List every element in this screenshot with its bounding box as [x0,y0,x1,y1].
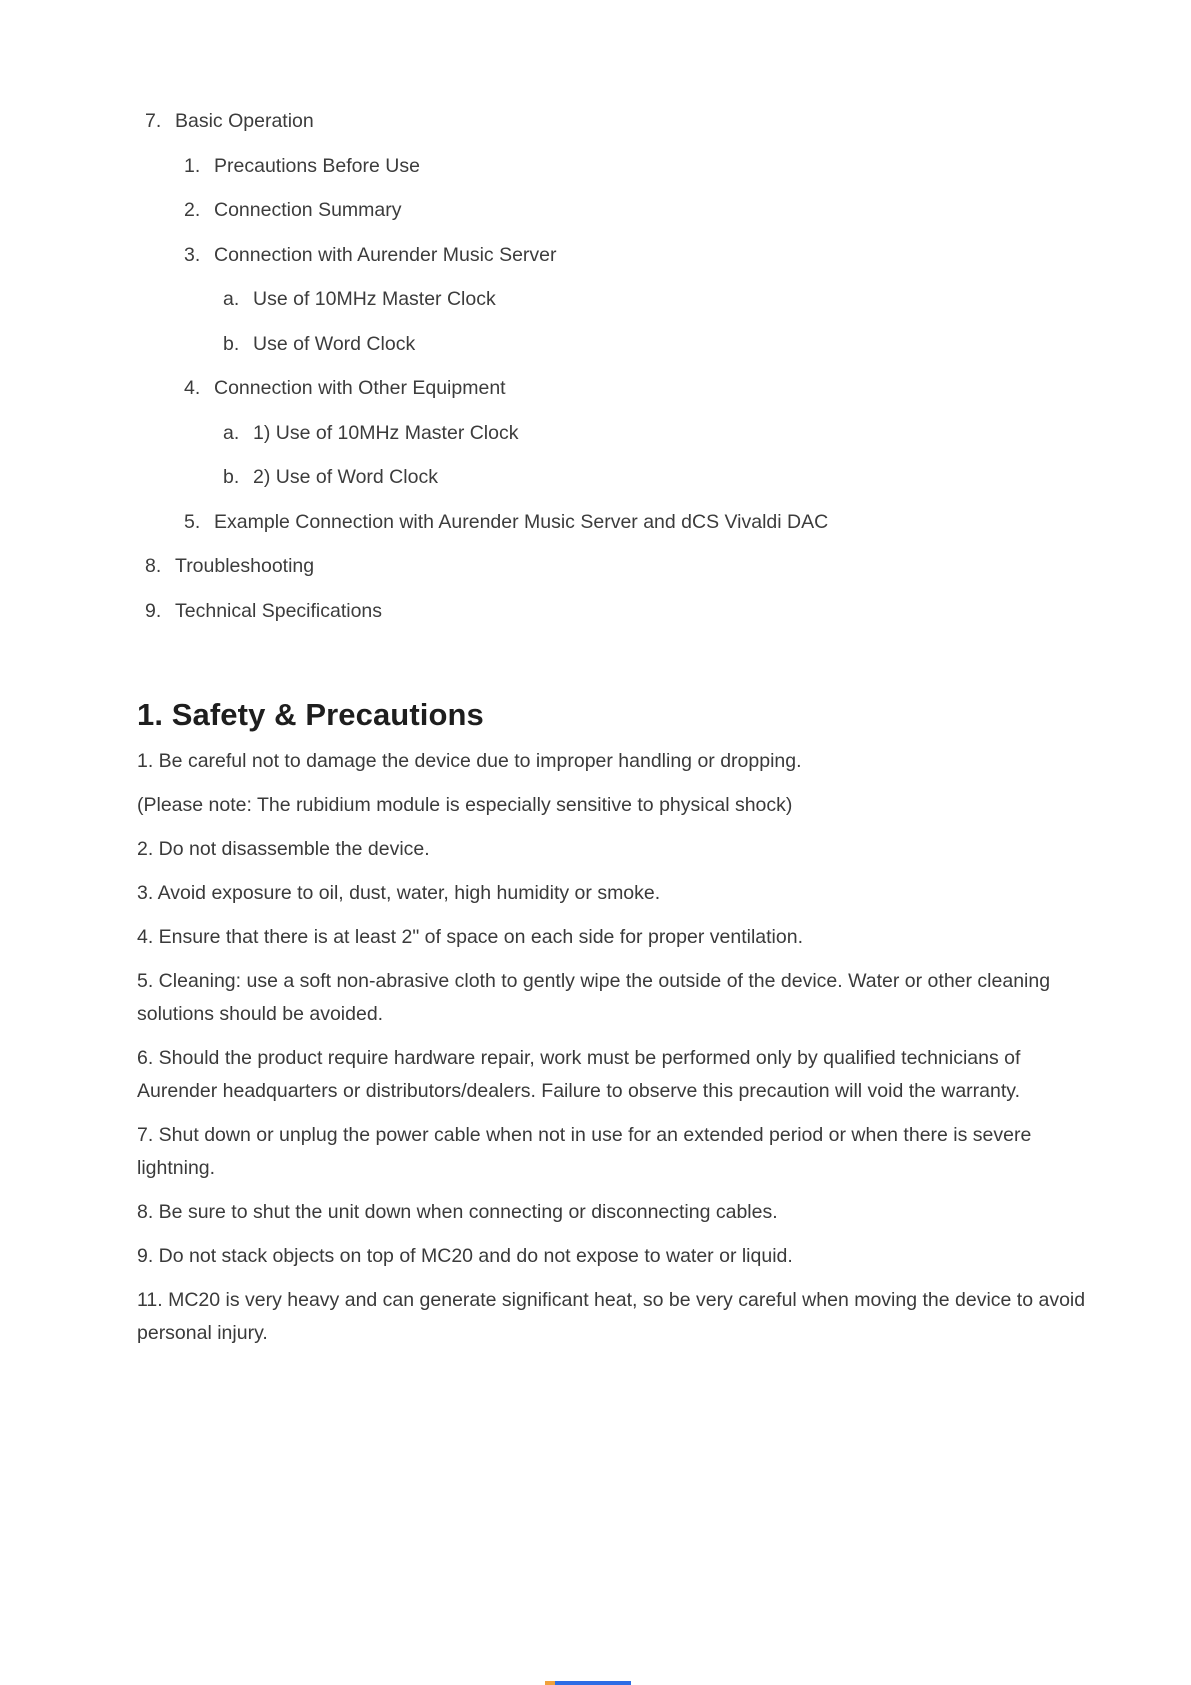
paragraph: 7. Shut down or unplug the power cable when not in use for an extended period or when there is severe lightning. [137,1124,1032,1179]
toc-item [145,322,1101,367]
paragraph: 11. MC20 is very heavy and can generate significant heat, so be very careful when moving the device to avoid personal injury. [137,1289,1086,1344]
toc-item-label: Troubleshooting [175,555,315,577]
paragraph: 5. Cleaning: use a soft non-abrasive cloth to gently wipe the outside of the device. Water or other cleaning solutions should be avoided. [137,970,1051,1025]
toc-item-marker: a. [223,421,240,444]
partial-element-blue-bar [555,1681,631,1685]
toc-item-marker: a. [223,288,240,310]
page-bottom-partial-element [545,1681,631,1685]
toc-item [145,589,1101,634]
toc-item [145,233,1101,278]
toc-item-marker: 9. [145,599,162,622]
toc-item-label: Example Connection with Aurender Music Server and dCS Vivaldi DAC [214,510,829,533]
toc-item-marker: b. [223,332,240,355]
toc-item-marker: 4. [184,377,201,399]
toc-item [145,277,1101,322]
toc-item-label: 2) Use of Word Clock [253,466,438,488]
toc-item-label: Use of Word Clock [253,332,416,355]
toc-item-marker: 7. [145,110,162,132]
toc-item [145,455,1101,500]
toc-item-label: 1) Use of 10MHz Master Clock [253,421,519,444]
toc-item-marker: 1. [184,154,201,177]
toc-item-label: Precautions Before Use [214,154,420,177]
section-body [137,745,1101,1350]
toc-item-marker: 8. [145,555,162,577]
toc-item-marker: 3. [184,243,201,266]
toc-item-label: Use of 10MHz Master Clock [253,288,496,310]
paragraph: (Please note: The rubidium module is especially sensitive to physical shock) [137,794,793,816]
toc-item [145,544,1101,589]
toc-item-label: Connection with Other Equipment [214,377,506,399]
paragraph: 3. Avoid exposure to oil, dust, water, high humidity or smoke. [137,882,661,904]
toc-item [145,144,1101,189]
table-of-contents [137,99,1101,633]
toc-item-marker: 5. [184,510,201,533]
paragraph: 1. Be careful not to damage the device due to improper handling or dropping. [137,750,802,772]
toc-item-marker: b. [223,466,240,488]
paragraph: 2. Do not disassemble the device. [137,838,430,860]
section-heading: 1. Safety & Precautions [137,697,484,732]
toc-item [145,366,1101,411]
toc-item [145,500,1101,545]
paragraph: 4. Ensure that there is at least 2" of space on each side for proper ventilation. [137,926,803,948]
paragraph: 8. Be sure to shut the unit down when connecting or disconnecting cables. [137,1201,778,1223]
partial-element-orange-tip [545,1681,555,1685]
toc-item-label: Connection Summary [214,199,402,221]
paragraph: 6. Should the product require hardware repair, work must be performed only by qualified technicians of Aurender headquarters or distributors/dealers. Failure to observe this precaution will void the warranty. [137,1047,1021,1102]
toc-item-marker: 2. [184,199,201,221]
toc-item-label: Technical Specifications [175,599,383,622]
toc-item [145,188,1101,233]
toc-item [145,99,1101,144]
toc-item-label: Basic Operation [175,110,314,132]
toc-item-label: Connection with Aurender Music Server [214,243,557,266]
toc-item [145,411,1101,456]
paragraph: 9. Do not stack objects on top of MC20 and do not expose to water or liquid. [137,1245,793,1267]
